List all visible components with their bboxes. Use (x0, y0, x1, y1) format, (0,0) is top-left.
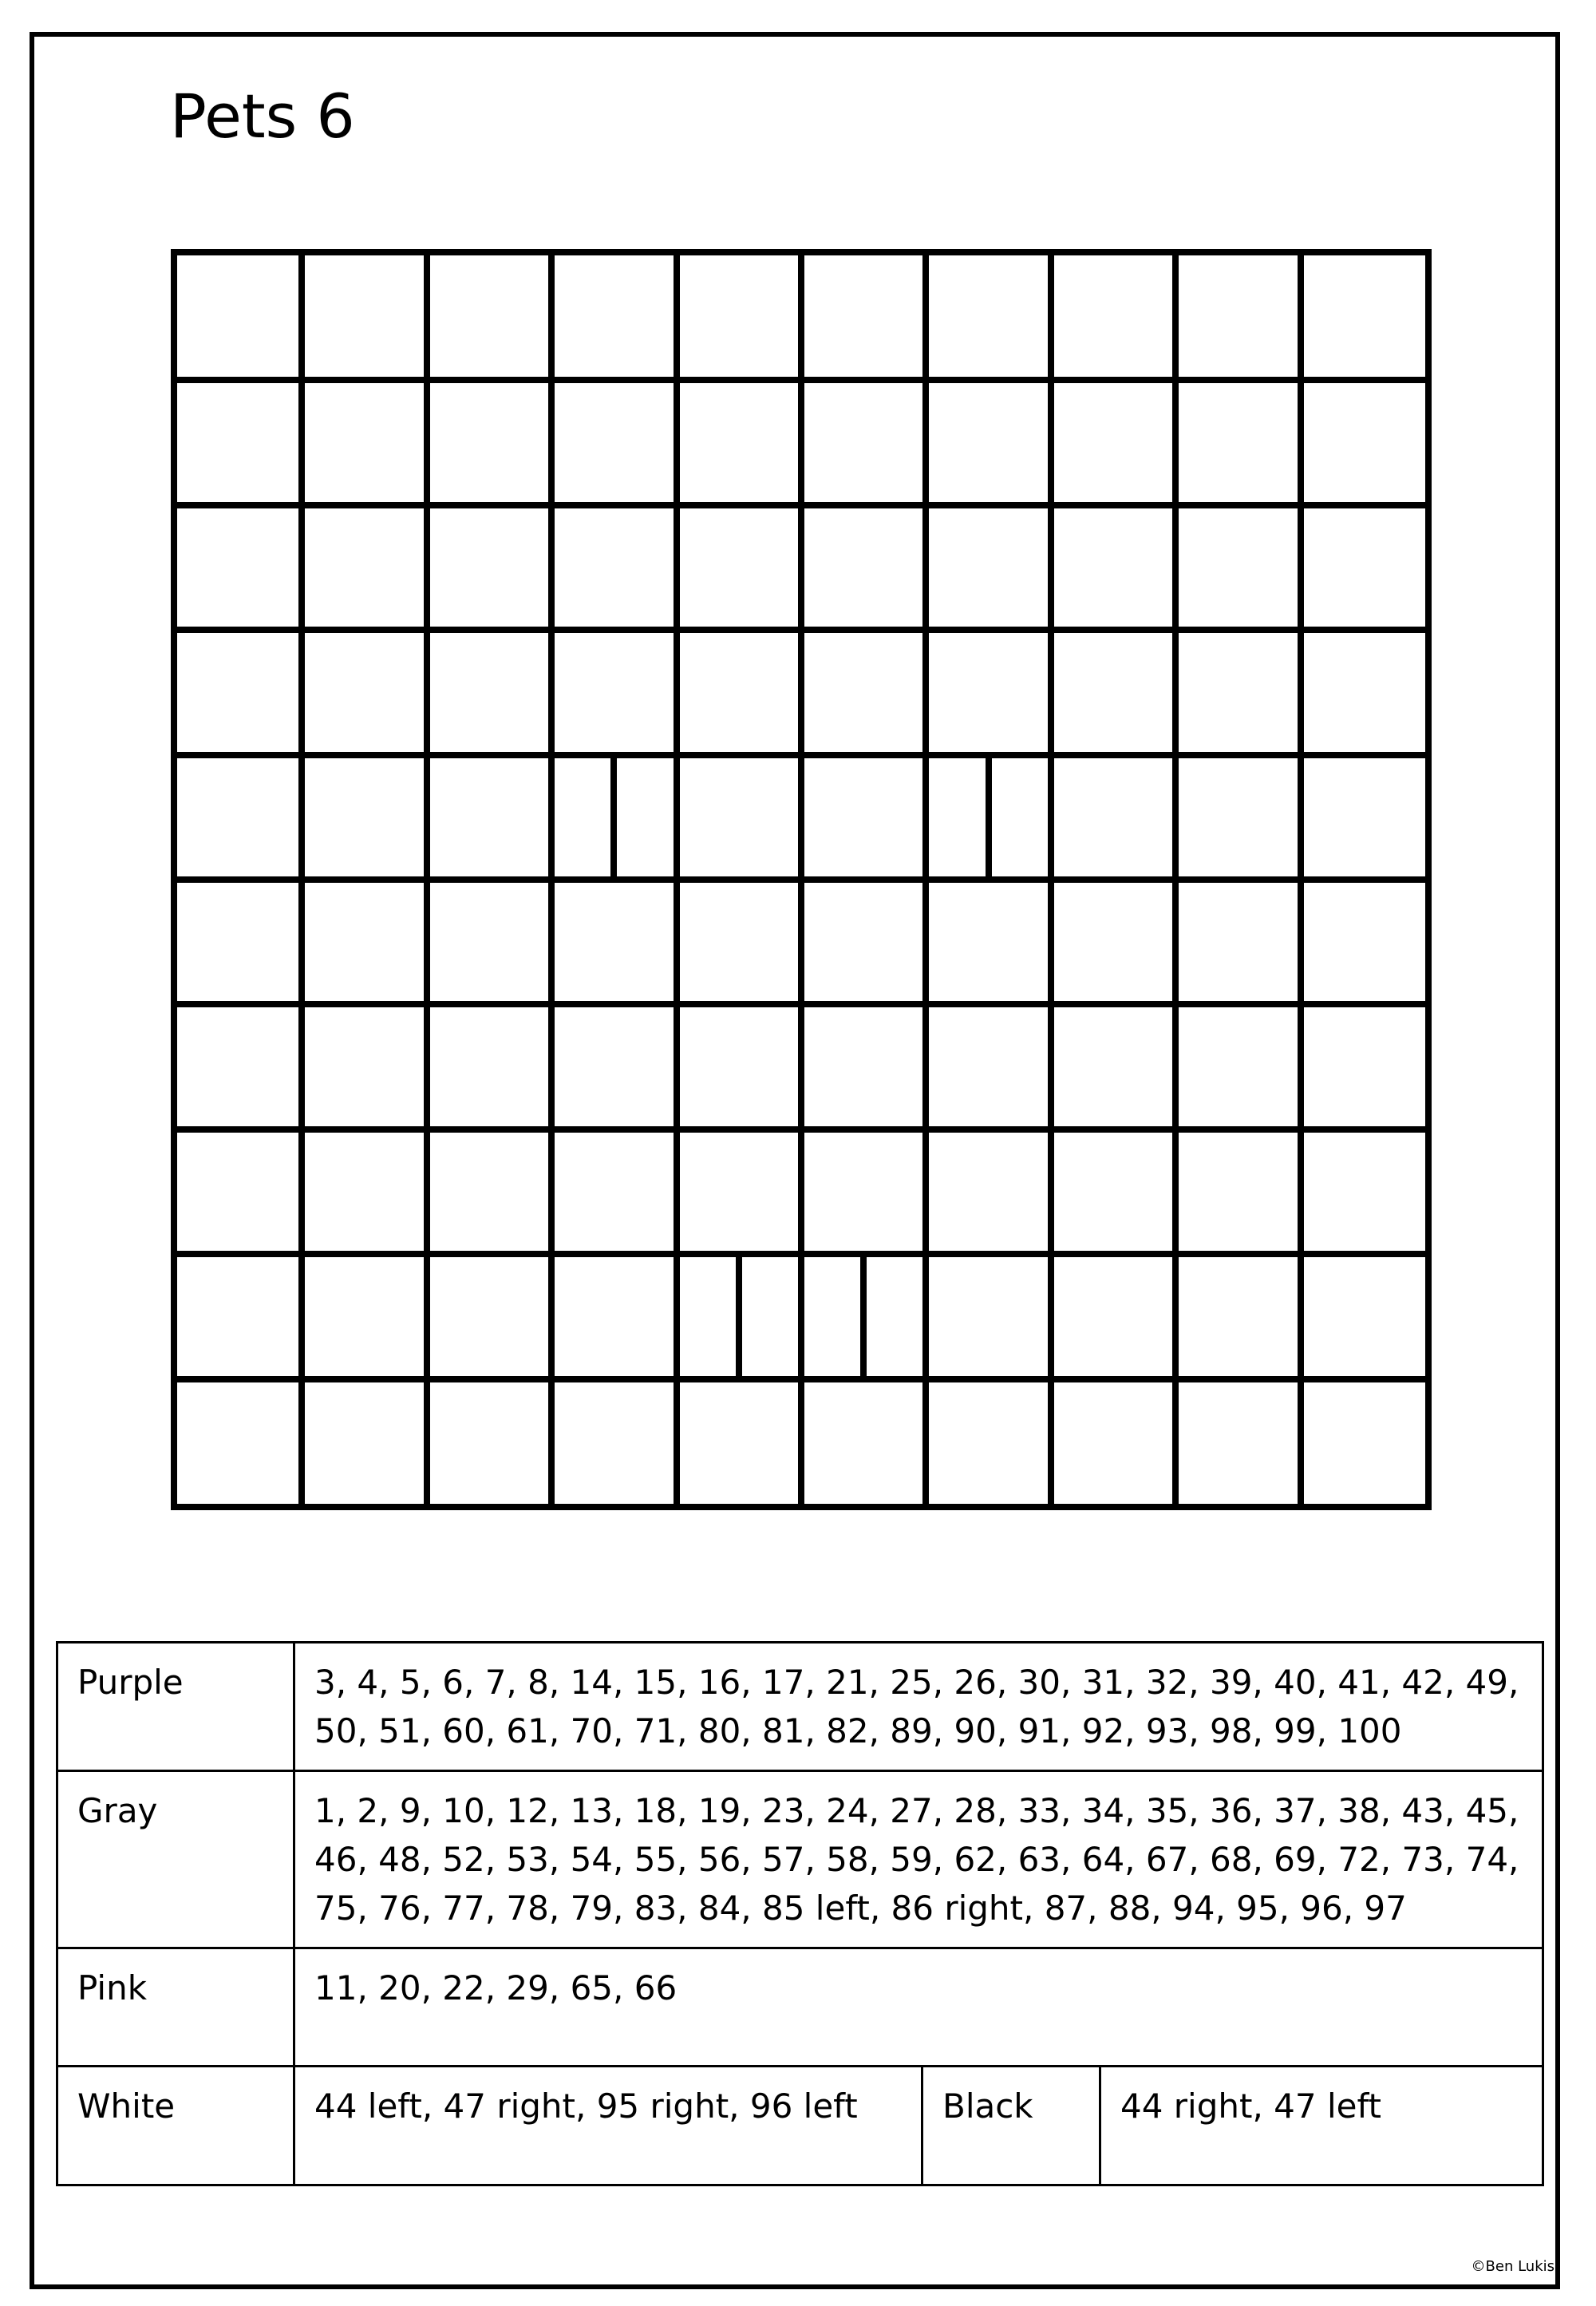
key-color-purple: Purple (57, 1643, 294, 1771)
key-cells-gray: 1, 2, 9, 10, 12, 13, 18, 19, 23, 24, 27, 28, 33, 34, 35, 36, 37, 38, 43, 45, 46, 48, 52, 53, 54, 55, 56, 57, 58, 59, 62, 63, 64, 67, 68, 69, 72, 73, 74, 75, 76, 77, 78, 79, 83, 84, 85 left, 86 right, 87, 88, 94, 95, 96, 97 (294, 1771, 1543, 1948)
cell-divider (986, 755, 992, 880)
cell-divider (610, 755, 617, 880)
grid-line-horizontal (177, 1126, 1425, 1133)
cell-divider (736, 1254, 742, 1378)
cell-divider (860, 1254, 867, 1378)
key-cells-white: 44 left, 47 right, 95 right, 96 left (294, 2067, 922, 2185)
copyright-text: ©Ben Lukis (1471, 2258, 1555, 2275)
key-cells-pink: 11, 20, 22, 29, 65, 66 (294, 1948, 1543, 2067)
key-color-gray: Gray (57, 1771, 294, 1948)
color-key-table (56, 1641, 1544, 2186)
grid-line-horizontal (177, 1376, 1425, 1382)
key-color-black: Black (922, 2067, 1100, 2185)
grid-line-horizontal (177, 1251, 1425, 1257)
key-row-pink (57, 1948, 1543, 2067)
key-cells-black: 44 right, 47 left (1100, 2067, 1543, 2185)
grid-line-horizontal (177, 502, 1425, 508)
coloring-grid (171, 249, 1432, 1510)
grid-line-horizontal (177, 627, 1425, 633)
grid-line-horizontal (177, 752, 1425, 758)
grid-line-horizontal (177, 1001, 1425, 1007)
key-row-gray (57, 1771, 1543, 1948)
page-title: Pets 6 (170, 81, 355, 152)
key-cells-purple: 3, 4, 5, 6, 7, 8, 14, 15, 16, 17, 21, 25, 26, 30, 31, 32, 39, 40, 41, 42, 49, 50, 51, 60, 61, 70, 71, 80, 81, 82, 89, 90, 91, 92, 93, 98, 99, 100 (294, 1643, 1543, 1771)
key-row-purple (57, 1643, 1543, 1771)
grid-line-horizontal (177, 377, 1425, 383)
grid-line-horizontal (177, 876, 1425, 883)
key-row-white-black (57, 2067, 1543, 2185)
key-color-white: White (57, 2067, 294, 2185)
key-color-pink: Pink (57, 1948, 294, 2067)
